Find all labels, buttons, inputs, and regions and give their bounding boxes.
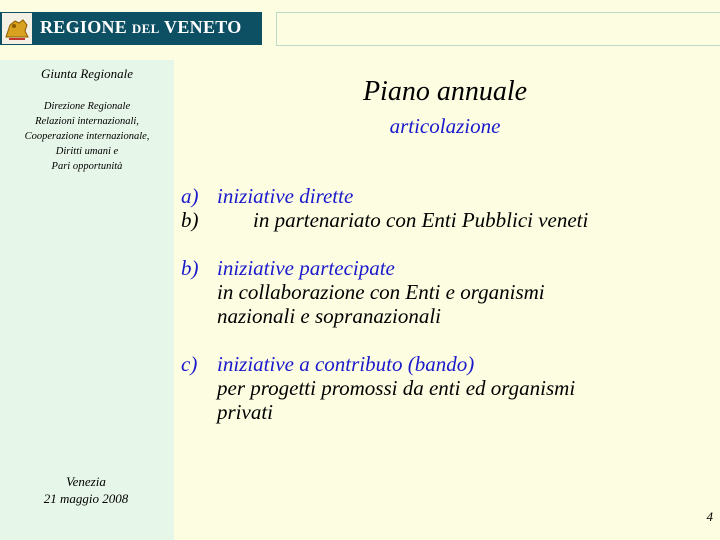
list-item-c bbox=[181, 352, 575, 424]
list-marker: b) bbox=[181, 256, 199, 280]
sidebar-title: Giunta Regionale bbox=[40, 66, 134, 81]
list-item-text: per progetti promossi da enti ed organismi bbox=[217, 376, 576, 400]
list-item-text: nazionali e sopranazionali bbox=[217, 304, 442, 328]
list-marker: b) bbox=[181, 208, 199, 232]
list-item-a bbox=[181, 184, 588, 232]
list-item-heading: iniziative a contributo (bando) bbox=[217, 352, 475, 376]
list-item-text: in partenariato con Enti Pubblici veneti bbox=[253, 208, 589, 232]
header-box bbox=[276, 12, 720, 46]
list-marker: c) bbox=[181, 352, 198, 376]
logo-text: REGIONE DEL VENETO bbox=[40, 17, 242, 37]
list-item-text: in collaborazione con Enti e organismi bbox=[217, 280, 545, 304]
list-marker: a) bbox=[181, 184, 199, 208]
slide-subtitle: articolazione bbox=[389, 114, 501, 138]
slide-title: Piano annuale bbox=[362, 76, 528, 107]
list-item-b bbox=[181, 256, 545, 328]
place-date: Venezia 21 maggio 2008 bbox=[43, 474, 129, 506]
page-number: 4 bbox=[706, 509, 713, 524]
lion-emblem-icon bbox=[2, 13, 32, 44]
list-item-heading: iniziative partecipate bbox=[217, 256, 395, 280]
list-item-text: privati bbox=[217, 400, 273, 424]
list-item-heading: iniziative dirette bbox=[217, 184, 354, 208]
department-name: Direzione Regionale Relazioni internazionali, Cooperazione internazionale, Diritti umani e Pari opportunità bbox=[24, 101, 150, 172]
region-logo bbox=[0, 12, 262, 45]
